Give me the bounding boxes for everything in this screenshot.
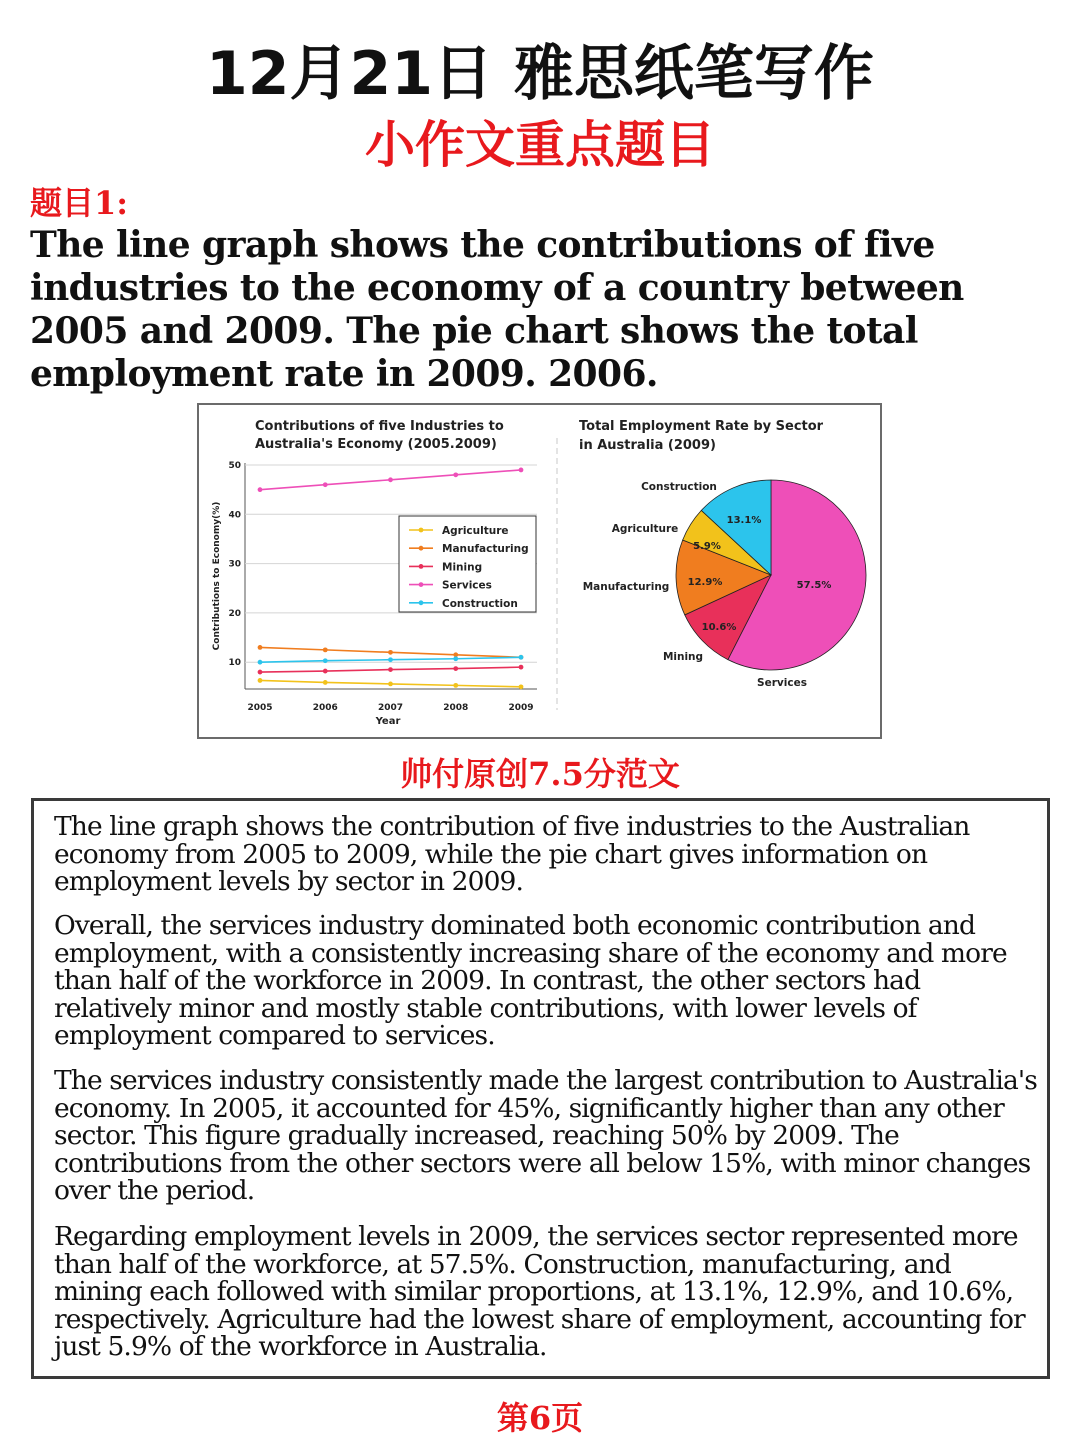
- data-point-construction: [453, 656, 458, 661]
- pie-label-services: Services: [757, 677, 807, 689]
- legend-label: Agriculture: [442, 525, 509, 537]
- data-point-services: [519, 468, 524, 473]
- page-subtitle: 小作文重点题目: [365, 115, 715, 174]
- y-tick-label: 10: [228, 658, 241, 669]
- pie: [676, 480, 866, 670]
- data-point-mining: [323, 669, 328, 674]
- data-point-manufacturing: [388, 650, 393, 655]
- x-ticks: [247, 703, 533, 713]
- data-point-manufacturing: [323, 647, 328, 652]
- data-point-services: [258, 487, 263, 492]
- essay-paragraph-4: Regarding employment levels in 2009, the services sector represented more than half of the workforce, at 57.5%. Construction, manufacturing, and mining each followed with similar proportions, at 13.1%, 12.9%, and 10.6%, respectively. Agriculture had the lowest share of employment, accounting for just 5.9% of the workforce in Australia.: [54, 1221, 1025, 1362]
- legend-marker: [419, 528, 424, 533]
- y-tick-label: 20: [228, 608, 241, 619]
- pie-chart-title-2: in Australia (2009): [579, 438, 716, 453]
- legend-label: Services: [442, 579, 492, 592]
- pie-value-mining: 10.6%: [701, 622, 737, 633]
- y-tick-label: 40: [228, 510, 241, 521]
- pie-label-manufacturing: Manufacturing: [582, 581, 670, 593]
- x-tick-label: 2009: [508, 703, 534, 713]
- pie-label-agriculture: Agriculture: [611, 523, 679, 535]
- data-point-manufacturing: [258, 645, 263, 650]
- legend-label: Construction: [442, 597, 518, 610]
- x-tick-label: 2005: [247, 703, 273, 713]
- sample-essay-box: [31, 798, 1050, 1379]
- x-tick-label: 2007: [377, 703, 404, 713]
- data-point-agriculture: [453, 683, 458, 688]
- data-point-mining: [388, 667, 393, 672]
- data-point-mining: [258, 670, 263, 675]
- y-tick-label: 30: [228, 559, 241, 570]
- pie-value-manufacturing: 12.9%: [687, 577, 723, 588]
- x-tick-label: 2008: [443, 703, 469, 713]
- legend-marker: [419, 582, 424, 587]
- y-axis-label: Contributions to Economy(%): [212, 501, 222, 651]
- x-tick-label: 2006: [312, 703, 338, 713]
- data-point-agriculture: [519, 684, 524, 689]
- legend-marker: [419, 600, 424, 605]
- data-point-construction: [388, 657, 393, 662]
- data-point-construction: [258, 660, 263, 665]
- pie-value-services: 57.5%: [796, 580, 832, 591]
- sample-essay-title: 帅付原创7.5分范文: [400, 755, 680, 793]
- question-text: The line graph shows the contributions of five industries to the economy of a country between 2005 and 2009. The pie chart shows the total employment rate in 2009. 2006.: [30, 224, 964, 395]
- question-label: 题目1:: [30, 184, 129, 222]
- pie-label-construction: Construction: [641, 481, 717, 493]
- legend-marker: [419, 546, 424, 551]
- pie-label-mining: Mining: [662, 651, 704, 663]
- chart-canvas: [199, 405, 880, 737]
- data-point-construction: [323, 658, 328, 663]
- pie-chart-title-1: Total Employment Rate by Sector: [579, 419, 824, 434]
- pie-value-agriculture: 5.9%: [693, 541, 721, 552]
- page-title: 12月21日 雅思纸笔写作: [206, 39, 874, 109]
- pie-value-construction: 13.1%: [726, 515, 762, 526]
- line-chart-title-2: Australia's Economy (2005.2009): [255, 437, 497, 452]
- line-chart-title-1: Contributions of five Industries to: [255, 419, 504, 434]
- data-point-agriculture: [258, 678, 263, 683]
- legend-label: Mining: [442, 561, 483, 574]
- data-point-services: [388, 477, 393, 482]
- legend-label: Manufacturing: [442, 543, 529, 556]
- legend-marker: [419, 564, 424, 569]
- page-number: 第6页: [496, 1399, 584, 1437]
- y-tick-label: 50: [228, 461, 241, 471]
- data-point-services: [453, 472, 458, 477]
- data-point-construction: [519, 655, 524, 660]
- x-axis-label: Year: [375, 716, 401, 727]
- essay-paragraph-3: The services industry consistently made the largest contribution to Australia's economy. In 2005, it accounted for 45%, significantly higher than any other sector. This figure gradually increased, reaching 50% by 2009. The contributions from the other sectors were all below 15%, with minor changes over the period.: [54, 1065, 1037, 1206]
- essay-paragraph-2: Overall, the services industry dominated both economic contribution and employment, with a consistently increasing share of the economy and more than half of the workforce in 2009. In contrast, the other sectors had relatively minor and mostly stable contributions, with lower levels of employment compared to services.: [54, 910, 1007, 1051]
- data-point-mining: [453, 666, 458, 671]
- data-point-mining: [519, 665, 524, 670]
- chart-figure: [197, 403, 882, 739]
- data-point-services: [323, 482, 328, 487]
- data-point-agriculture: [388, 681, 393, 686]
- essay-paragraph-1: The line graph shows the contribution of five industries to the Australian economy from 2005 to 2009, while the pie chart gives information on employment levels by sector in 2009.: [54, 811, 970, 897]
- data-point-agriculture: [323, 680, 328, 685]
